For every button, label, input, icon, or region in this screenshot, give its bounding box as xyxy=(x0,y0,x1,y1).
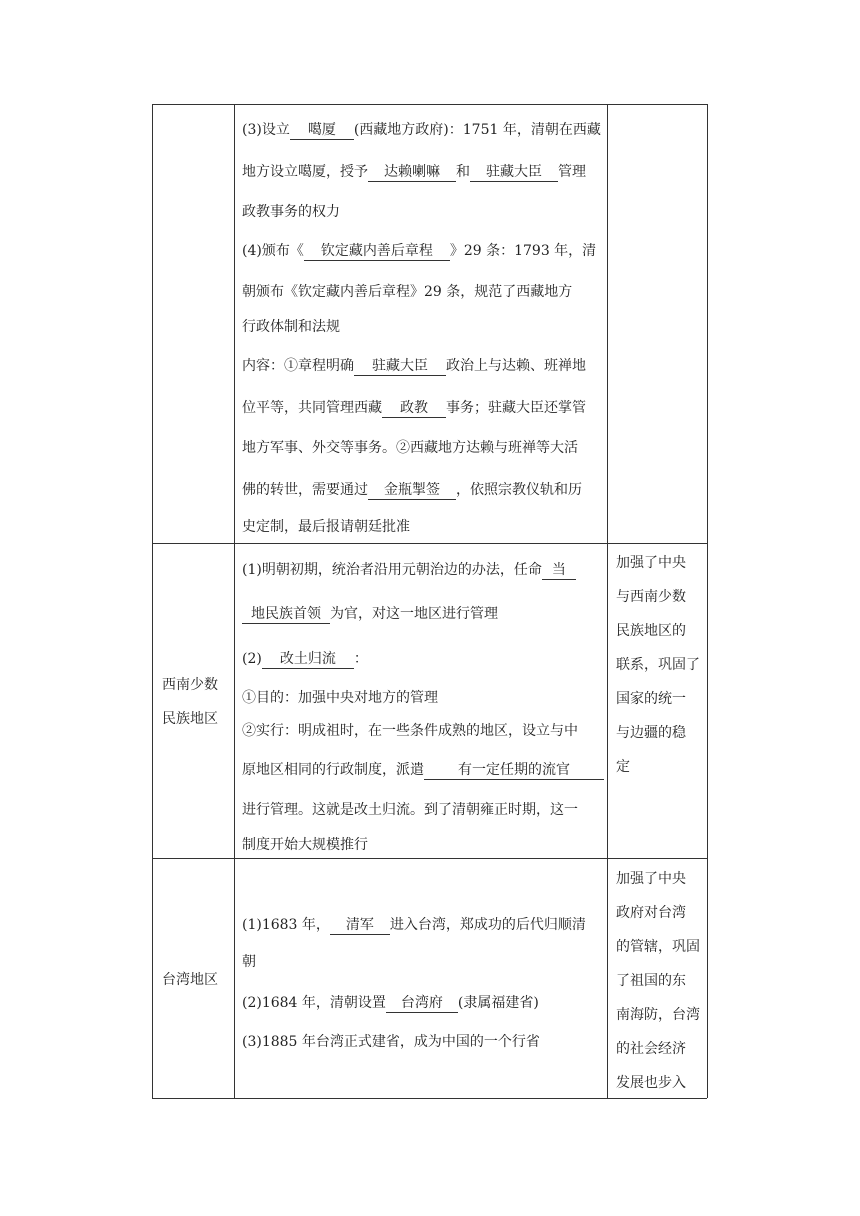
fill-blank: 金瓶掣签 xyxy=(368,481,456,500)
fill-blank: 驻藏大臣 xyxy=(354,357,446,376)
southwest-line-7: 进行管理。这就是改土归流。到了清朝雍正时期，这一 xyxy=(242,802,578,818)
table-border-left xyxy=(152,104,153,1098)
southwest-effect: 加强了中央 与西南少数 民族地区的 联系，巩固了 国家的统一 与边疆的稳 定 xyxy=(616,555,700,775)
southwest-line-3: (2) 改土归流 ： xyxy=(242,651,368,667)
fill-blank: 有一定任期的流官 xyxy=(424,761,604,780)
southwest-line-2: 地民族首领 为官，对这一地区进行管理 xyxy=(242,604,498,624)
fill-blank: 清军 xyxy=(330,916,390,935)
table-col-divider-2 xyxy=(607,104,608,1098)
table-border-right xyxy=(707,104,708,1098)
table-row-divider-2 xyxy=(152,858,707,859)
taiwan-region-label: 台湾地区 xyxy=(162,972,218,988)
fill-blank: 当 xyxy=(542,561,576,580)
southwest-line-5: ②实行：明成祖时，在一些条件成熟的地区，设立与中 xyxy=(242,723,578,739)
tibet-line-2: 地方设立噶厦，授予 达赖喇嘛 和 驻藏大臣 管理 xyxy=(242,164,586,180)
table-col-divider-1 xyxy=(234,104,235,1098)
tibet-line-9: 地方军事、外交等事务。②西藏地方达赖与班禅等大活 xyxy=(242,440,578,456)
tibet-line-11: 史定制，最后报请朝廷批准 xyxy=(242,519,410,535)
taiwan-line-2: 朝 xyxy=(242,954,256,970)
tibet-line-10: 佛的转世，需要通过 金瓶掣签 ，依照宗教仪轨和历 xyxy=(242,482,582,498)
taiwan-line-1: (1)1683 年， 清军 进入台湾，郑成功的后代归顺清 xyxy=(242,917,586,933)
fill-blank: 地民族首领 xyxy=(242,605,330,624)
southwest-region-label: 西南少数 民族地区 xyxy=(162,677,218,727)
fill-blank: 台湾府 xyxy=(386,994,458,1013)
southwest-line-8: 制度开始大规模推行 xyxy=(242,837,368,853)
southwest-line-4: ①目的：加强中央对地方的管理 xyxy=(242,690,438,706)
southwest-line-1: (1)明朝初期，统治者沿用元朝治边的办法，任命 当 xyxy=(242,560,576,580)
fill-blank: 改土归流 xyxy=(262,650,354,669)
tibet-line-1: (3)设立 噶厦 (西藏地方政府)：1751 年，清朝在西藏 xyxy=(242,122,601,138)
fill-blank: 噶厦 xyxy=(290,121,354,140)
tibet-line-8: 位平等，共同管理西藏 政教 事务；驻藏大臣还掌管 xyxy=(242,400,586,416)
tibet-line-7: 内容：①章程明确 驻藏大臣 政治上与达赖、班禅地 xyxy=(242,358,586,374)
taiwan-effect: 加强了中央 政府对台湾 的管辖，巩固 了祖国的东 南海防，台湾 的社会经济 发展也步入 xyxy=(616,871,700,1091)
fill-blank: 驻藏大臣 xyxy=(470,163,558,182)
fill-blank: 政教 xyxy=(382,399,446,418)
tibet-line-4: (4)颁布《 钦定藏内善后章程 》29 条：1793 年，清 xyxy=(242,243,597,259)
table-row-divider-1 xyxy=(152,543,707,544)
tibet-line-3: 政教事务的权力 xyxy=(242,204,340,220)
taiwan-line-4: (3)1885 年台湾正式建省，成为中国的一个行省 xyxy=(242,1034,540,1050)
tibet-line-6: 行政体制和法规 xyxy=(242,319,340,335)
table-border-top xyxy=(152,104,707,105)
fill-blank: 达赖喇嘛 xyxy=(368,163,456,182)
fill-blank: 钦定藏内善后章程 xyxy=(304,242,450,261)
tibet-line-5: 朝颁布《钦定藏内善后章程》29 条，规范了西藏地方 xyxy=(242,284,573,300)
taiwan-line-3: (2)1684 年，清朝设置 台湾府 (隶属福建省) xyxy=(242,995,539,1011)
southwest-line-6: 原地区相同的行政制度，派遣 有一定任期的流官 xyxy=(242,760,604,780)
